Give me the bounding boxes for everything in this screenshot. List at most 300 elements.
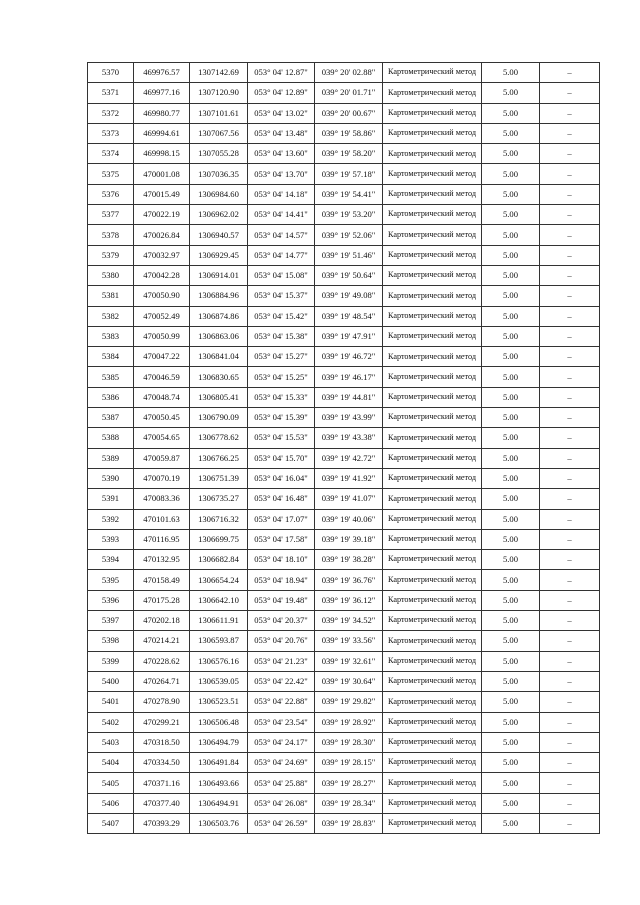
latitude-cell: 053° 04' 13.60" <box>248 144 315 164</box>
point-number-cell: 5389 <box>88 448 134 468</box>
accuracy-cell: 5.00 <box>482 773 540 793</box>
accuracy-cell: 5.00 <box>482 245 540 265</box>
table-row <box>88 611 600 631</box>
longitude-cell: 039° 19' 54.41" <box>315 184 383 204</box>
table-row <box>88 570 600 590</box>
accuracy-cell: 5.00 <box>482 813 540 833</box>
accuracy-cell: 5.00 <box>482 732 540 752</box>
x-coordinate-cell: 470032.97 <box>134 245 190 265</box>
method-cell: Картометрический метод <box>383 651 482 671</box>
x-coordinate-cell: 469994.61 <box>134 123 190 143</box>
method-cell: Картометрический метод <box>383 590 482 610</box>
latitude-cell: 053° 04' 21.23" <box>248 651 315 671</box>
longitude-cell: 039° 19' 47.91" <box>315 326 383 346</box>
longitude-cell: 039° 20' 02.88" <box>315 63 383 83</box>
latitude-cell: 053° 04' 12.87" <box>248 63 315 83</box>
y-coordinate-cell: 1306654.24 <box>190 570 248 590</box>
point-number-cell: 5376 <box>88 184 134 204</box>
point-number-cell: 5391 <box>88 489 134 509</box>
method-cell: Картометрический метод <box>383 184 482 204</box>
x-coordinate-cell: 470026.84 <box>134 225 190 245</box>
x-coordinate-cell: 470175.28 <box>134 590 190 610</box>
longitude-cell: 039° 19' 46.72" <box>315 347 383 367</box>
latitude-cell: 053° 04' 15.38" <box>248 326 315 346</box>
latitude-cell: 053° 04' 26.08" <box>248 793 315 813</box>
method-cell: Картометрический метод <box>383 103 482 123</box>
method-cell: Картометрический метод <box>383 286 482 306</box>
table-row <box>88 367 600 387</box>
latitude-cell: 053° 04' 15.53" <box>248 428 315 448</box>
x-coordinate-cell: 469976.57 <box>134 63 190 83</box>
x-coordinate-cell: 470070.19 <box>134 468 190 488</box>
note-cell: – <box>540 793 600 813</box>
point-number-cell: 5382 <box>88 306 134 326</box>
x-coordinate-cell: 470022.19 <box>134 205 190 225</box>
accuracy-cell: 5.00 <box>482 123 540 143</box>
y-coordinate-cell: 1307101.61 <box>190 103 248 123</box>
accuracy-cell: 5.00 <box>482 590 540 610</box>
accuracy-cell: 5.00 <box>482 225 540 245</box>
point-number-cell: 5383 <box>88 326 134 346</box>
x-coordinate-cell: 470054.65 <box>134 428 190 448</box>
point-number-cell: 5392 <box>88 509 134 529</box>
x-coordinate-cell: 470046.59 <box>134 367 190 387</box>
note-cell: – <box>540 570 600 590</box>
accuracy-cell: 5.00 <box>482 692 540 712</box>
longitude-cell: 039° 19' 43.99" <box>315 408 383 428</box>
table-row <box>88 813 600 833</box>
longitude-cell: 039° 19' 34.52" <box>315 611 383 631</box>
longitude-cell: 039° 20' 01.71" <box>315 83 383 103</box>
longitude-cell: 039° 19' 42.72" <box>315 448 383 468</box>
method-cell: Картометрический метод <box>383 448 482 468</box>
latitude-cell: 053° 04' 12.89" <box>248 83 315 103</box>
y-coordinate-cell: 1306494.79 <box>190 732 248 752</box>
latitude-cell: 053° 04' 14.77" <box>248 245 315 265</box>
y-coordinate-cell: 1306494.91 <box>190 793 248 813</box>
longitude-cell: 039° 19' 28.92" <box>315 712 383 732</box>
table-row <box>88 428 600 448</box>
x-coordinate-cell: 470132.95 <box>134 550 190 570</box>
accuracy-cell: 5.00 <box>482 164 540 184</box>
y-coordinate-cell: 1306611.91 <box>190 611 248 631</box>
note-cell: – <box>540 184 600 204</box>
point-number-cell: 5372 <box>88 103 134 123</box>
method-cell: Картометрический метод <box>383 611 482 631</box>
x-coordinate-cell: 469977.16 <box>134 83 190 103</box>
note-cell: – <box>540 265 600 285</box>
coordinates-table <box>87 62 600 834</box>
point-number-cell: 5375 <box>88 164 134 184</box>
method-cell: Картометрический метод <box>383 326 482 346</box>
y-coordinate-cell: 1306493.66 <box>190 773 248 793</box>
table-row <box>88 793 600 813</box>
y-coordinate-cell: 1306682.84 <box>190 550 248 570</box>
note-cell: – <box>540 651 600 671</box>
longitude-cell: 039° 19' 46.17" <box>315 367 383 387</box>
x-coordinate-cell: 470318.50 <box>134 732 190 752</box>
note-cell: – <box>540 773 600 793</box>
point-number-cell: 5395 <box>88 570 134 590</box>
accuracy-cell: 5.00 <box>482 184 540 204</box>
x-coordinate-cell: 470393.29 <box>134 813 190 833</box>
accuracy-cell: 5.00 <box>482 103 540 123</box>
x-coordinate-cell: 470047.22 <box>134 347 190 367</box>
latitude-cell: 053° 04' 15.25" <box>248 367 315 387</box>
note-cell: – <box>540 692 600 712</box>
longitude-cell: 039° 19' 28.27" <box>315 773 383 793</box>
y-coordinate-cell: 1306766.25 <box>190 448 248 468</box>
accuracy-cell: 5.00 <box>482 509 540 529</box>
longitude-cell: 039° 19' 41.07" <box>315 489 383 509</box>
note-cell: – <box>540 489 600 509</box>
method-cell: Картометрический метод <box>383 468 482 488</box>
point-number-cell: 5378 <box>88 225 134 245</box>
accuracy-cell: 5.00 <box>482 793 540 813</box>
accuracy-cell: 5.00 <box>482 712 540 732</box>
y-coordinate-cell: 1307142.69 <box>190 63 248 83</box>
x-coordinate-cell: 470158.49 <box>134 570 190 590</box>
note-cell: – <box>540 712 600 732</box>
table-row <box>88 225 600 245</box>
latitude-cell: 053° 04' 15.70" <box>248 448 315 468</box>
method-cell: Картометрический метод <box>383 753 482 773</box>
note-cell: – <box>540 387 600 407</box>
latitude-cell: 053° 04' 15.39" <box>248 408 315 428</box>
table-row <box>88 590 600 610</box>
table-row <box>88 63 600 83</box>
table-row <box>88 144 600 164</box>
method-cell: Картометрический метод <box>383 83 482 103</box>
point-number-cell: 5402 <box>88 712 134 732</box>
y-coordinate-cell: 1306539.05 <box>190 671 248 691</box>
note-cell: – <box>540 529 600 549</box>
longitude-cell: 039° 19' 50.64" <box>315 265 383 285</box>
accuracy-cell: 5.00 <box>482 306 540 326</box>
method-cell: Картометрический метод <box>383 793 482 813</box>
latitude-cell: 053° 04' 16.48" <box>248 489 315 509</box>
point-number-cell: 5394 <box>88 550 134 570</box>
accuracy-cell: 5.00 <box>482 63 540 83</box>
method-cell: Картометрический метод <box>383 225 482 245</box>
y-coordinate-cell: 1306503.76 <box>190 813 248 833</box>
x-coordinate-cell: 470116.95 <box>134 529 190 549</box>
table-row <box>88 489 600 509</box>
latitude-cell: 053° 04' 22.88" <box>248 692 315 712</box>
x-coordinate-cell: 470048.74 <box>134 387 190 407</box>
table-row <box>88 326 600 346</box>
longitude-cell: 039° 20' 00.67" <box>315 103 383 123</box>
x-coordinate-cell: 470042.28 <box>134 265 190 285</box>
y-coordinate-cell: 1306735.27 <box>190 489 248 509</box>
y-coordinate-cell: 1306805.41 <box>190 387 248 407</box>
note-cell: – <box>540 611 600 631</box>
point-number-cell: 5388 <box>88 428 134 448</box>
table-row <box>88 671 600 691</box>
method-cell: Картометрический метод <box>383 550 482 570</box>
accuracy-cell: 5.00 <box>482 367 540 387</box>
note-cell: – <box>540 123 600 143</box>
longitude-cell: 039° 19' 28.15" <box>315 753 383 773</box>
note-cell: – <box>540 367 600 387</box>
point-number-cell: 5384 <box>88 347 134 367</box>
point-number-cell: 5401 <box>88 692 134 712</box>
x-coordinate-cell: 470202.18 <box>134 611 190 631</box>
note-cell: – <box>540 347 600 367</box>
point-number-cell: 5370 <box>88 63 134 83</box>
y-coordinate-cell: 1306841.04 <box>190 347 248 367</box>
accuracy-cell: 5.00 <box>482 428 540 448</box>
note-cell: – <box>540 813 600 833</box>
latitude-cell: 053° 04' 22.42" <box>248 671 315 691</box>
point-number-cell: 5374 <box>88 144 134 164</box>
note-cell: – <box>540 468 600 488</box>
accuracy-cell: 5.00 <box>482 529 540 549</box>
accuracy-cell: 5.00 <box>482 144 540 164</box>
note-cell: – <box>540 753 600 773</box>
point-number-cell: 5385 <box>88 367 134 387</box>
note-cell: – <box>540 428 600 448</box>
point-number-cell: 5406 <box>88 793 134 813</box>
method-cell: Картометрический метод <box>383 408 482 428</box>
latitude-cell: 053° 04' 18.94" <box>248 570 315 590</box>
point-number-cell: 5380 <box>88 265 134 285</box>
table-row <box>88 529 600 549</box>
latitude-cell: 053° 04' 25.88" <box>248 773 315 793</box>
note-cell: – <box>540 448 600 468</box>
method-cell: Картометрический метод <box>383 387 482 407</box>
y-coordinate-cell: 1307036.35 <box>190 164 248 184</box>
table-row <box>88 265 600 285</box>
x-coordinate-cell: 470052.49 <box>134 306 190 326</box>
y-coordinate-cell: 1307055.28 <box>190 144 248 164</box>
note-cell: – <box>540 671 600 691</box>
y-coordinate-cell: 1306751.39 <box>190 468 248 488</box>
table-row <box>88 347 600 367</box>
x-coordinate-cell: 470278.90 <box>134 692 190 712</box>
table-row <box>88 550 600 570</box>
y-coordinate-cell: 1306790.09 <box>190 408 248 428</box>
latitude-cell: 053° 04' 14.41" <box>248 205 315 225</box>
x-coordinate-cell: 470299.21 <box>134 712 190 732</box>
note-cell: – <box>540 590 600 610</box>
table-row <box>88 286 600 306</box>
accuracy-cell: 5.00 <box>482 468 540 488</box>
longitude-cell: 039° 19' 28.30" <box>315 732 383 752</box>
method-cell: Картометрический метод <box>383 428 482 448</box>
latitude-cell: 053° 04' 19.48" <box>248 590 315 610</box>
method-cell: Картометрический метод <box>383 732 482 752</box>
longitude-cell: 039° 19' 51.46" <box>315 245 383 265</box>
point-number-cell: 5377 <box>88 205 134 225</box>
longitude-cell: 039° 19' 57.18" <box>315 164 383 184</box>
method-cell: Картометрический метод <box>383 631 482 651</box>
longitude-cell: 039° 19' 53.20" <box>315 205 383 225</box>
x-coordinate-cell: 470015.49 <box>134 184 190 204</box>
accuracy-cell: 5.00 <box>482 489 540 509</box>
note-cell: – <box>540 245 600 265</box>
longitude-cell: 039° 19' 41.92" <box>315 468 383 488</box>
method-cell: Картометрический метод <box>383 712 482 732</box>
x-coordinate-cell: 470050.99 <box>134 326 190 346</box>
longitude-cell: 039° 19' 32.61" <box>315 651 383 671</box>
y-coordinate-cell: 1306914.01 <box>190 265 248 285</box>
method-cell: Картометрический метод <box>383 245 482 265</box>
note-cell: – <box>540 509 600 529</box>
note-cell: – <box>540 326 600 346</box>
y-coordinate-cell: 1306506.48 <box>190 712 248 732</box>
point-number-cell: 5397 <box>88 611 134 631</box>
latitude-cell: 053° 04' 18.10" <box>248 550 315 570</box>
latitude-cell: 053° 04' 16.04" <box>248 468 315 488</box>
y-coordinate-cell: 1306716.32 <box>190 509 248 529</box>
latitude-cell: 053° 04' 13.70" <box>248 164 315 184</box>
accuracy-cell: 5.00 <box>482 448 540 468</box>
y-coordinate-cell: 1306940.57 <box>190 225 248 245</box>
latitude-cell: 053° 04' 24.69" <box>248 753 315 773</box>
latitude-cell: 053° 04' 20.76" <box>248 631 315 651</box>
longitude-cell: 039° 19' 29.82" <box>315 692 383 712</box>
latitude-cell: 053° 04' 15.27" <box>248 347 315 367</box>
latitude-cell: 053° 04' 17.58" <box>248 529 315 549</box>
note-cell: – <box>540 732 600 752</box>
y-coordinate-cell: 1306830.65 <box>190 367 248 387</box>
table-row <box>88 773 600 793</box>
table-row <box>88 184 600 204</box>
longitude-cell: 039° 19' 38.28" <box>315 550 383 570</box>
accuracy-cell: 5.00 <box>482 570 540 590</box>
x-coordinate-cell: 470371.16 <box>134 773 190 793</box>
y-coordinate-cell: 1306984.60 <box>190 184 248 204</box>
longitude-cell: 039° 19' 30.64" <box>315 671 383 691</box>
table-row <box>88 631 600 651</box>
method-cell: Картометрический метод <box>383 509 482 529</box>
longitude-cell: 039° 19' 40.06" <box>315 509 383 529</box>
table-row <box>88 732 600 752</box>
note-cell: – <box>540 164 600 184</box>
point-number-cell: 5396 <box>88 590 134 610</box>
x-coordinate-cell: 470050.90 <box>134 286 190 306</box>
longitude-cell: 039° 19' 39.18" <box>315 529 383 549</box>
method-cell: Картометрический метод <box>383 306 482 326</box>
y-coordinate-cell: 1306642.10 <box>190 590 248 610</box>
longitude-cell: 039° 19' 28.83" <box>315 813 383 833</box>
accuracy-cell: 5.00 <box>482 550 540 570</box>
table-body <box>88 63 600 834</box>
method-cell: Картометрический метод <box>383 773 482 793</box>
accuracy-cell: 5.00 <box>482 753 540 773</box>
point-number-cell: 5404 <box>88 753 134 773</box>
y-coordinate-cell: 1307067.56 <box>190 123 248 143</box>
method-cell: Картометрический метод <box>383 529 482 549</box>
longitude-cell: 039° 19' 28.34" <box>315 793 383 813</box>
point-number-cell: 5386 <box>88 387 134 407</box>
y-coordinate-cell: 1306929.45 <box>190 245 248 265</box>
point-number-cell: 5403 <box>88 732 134 752</box>
table-row <box>88 123 600 143</box>
method-cell: Картометрический метод <box>383 123 482 143</box>
longitude-cell: 039° 19' 49.08" <box>315 286 383 306</box>
method-cell: Картометрический метод <box>383 347 482 367</box>
point-number-cell: 5381 <box>88 286 134 306</box>
table-row <box>88 468 600 488</box>
note-cell: – <box>540 631 600 651</box>
point-number-cell: 5405 <box>88 773 134 793</box>
table-row <box>88 103 600 123</box>
accuracy-cell: 5.00 <box>482 326 540 346</box>
y-coordinate-cell: 1306863.06 <box>190 326 248 346</box>
point-number-cell: 5393 <box>88 529 134 549</box>
point-number-cell: 5407 <box>88 813 134 833</box>
accuracy-cell: 5.00 <box>482 631 540 651</box>
table-row <box>88 651 600 671</box>
y-coordinate-cell: 1306874.86 <box>190 306 248 326</box>
table-row <box>88 692 600 712</box>
point-number-cell: 5373 <box>88 123 134 143</box>
note-cell: – <box>540 225 600 245</box>
table-row <box>88 83 600 103</box>
note-cell: – <box>540 103 600 123</box>
method-cell: Картометрический метод <box>383 164 482 184</box>
latitude-cell: 053° 04' 15.42" <box>248 306 315 326</box>
longitude-cell: 039° 19' 48.54" <box>315 306 383 326</box>
latitude-cell: 053° 04' 17.07" <box>248 509 315 529</box>
accuracy-cell: 5.00 <box>482 347 540 367</box>
x-coordinate-cell: 470101.63 <box>134 509 190 529</box>
note-cell: – <box>540 550 600 570</box>
accuracy-cell: 5.00 <box>482 265 540 285</box>
latitude-cell: 053° 04' 14.57" <box>248 225 315 245</box>
latitude-cell: 053° 04' 13.48" <box>248 123 315 143</box>
latitude-cell: 053° 04' 15.37" <box>248 286 315 306</box>
x-coordinate-cell: 470050.45 <box>134 408 190 428</box>
table-row <box>88 448 600 468</box>
method-cell: Картометрический метод <box>383 144 482 164</box>
accuracy-cell: 5.00 <box>482 83 540 103</box>
table-row <box>88 387 600 407</box>
x-coordinate-cell: 470083.36 <box>134 489 190 509</box>
note-cell: – <box>540 63 600 83</box>
longitude-cell: 039° 19' 33.56" <box>315 631 383 651</box>
note-cell: – <box>540 83 600 103</box>
longitude-cell: 039° 19' 36.76" <box>315 570 383 590</box>
method-cell: Картометрический метод <box>383 692 482 712</box>
note-cell: – <box>540 205 600 225</box>
note-cell: – <box>540 144 600 164</box>
longitude-cell: 039° 19' 36.12" <box>315 590 383 610</box>
point-number-cell: 5379 <box>88 245 134 265</box>
x-coordinate-cell: 470001.08 <box>134 164 190 184</box>
accuracy-cell: 5.00 <box>482 651 540 671</box>
latitude-cell: 053° 04' 24.17" <box>248 732 315 752</box>
point-number-cell: 5387 <box>88 408 134 428</box>
latitude-cell: 053° 04' 23.54" <box>248 712 315 732</box>
table-row <box>88 712 600 732</box>
note-cell: – <box>540 306 600 326</box>
x-coordinate-cell: 470377.40 <box>134 793 190 813</box>
y-coordinate-cell: 1306699.75 <box>190 529 248 549</box>
x-coordinate-cell: 470059.87 <box>134 448 190 468</box>
x-coordinate-cell: 469998.15 <box>134 144 190 164</box>
latitude-cell: 053° 04' 26.59" <box>248 813 315 833</box>
method-cell: Картометрический метод <box>383 63 482 83</box>
point-number-cell: 5400 <box>88 671 134 691</box>
accuracy-cell: 5.00 <box>482 671 540 691</box>
table-row <box>88 753 600 773</box>
longitude-cell: 039° 19' 43.38" <box>315 428 383 448</box>
y-coordinate-cell: 1306523.51 <box>190 692 248 712</box>
x-coordinate-cell: 470228.62 <box>134 651 190 671</box>
